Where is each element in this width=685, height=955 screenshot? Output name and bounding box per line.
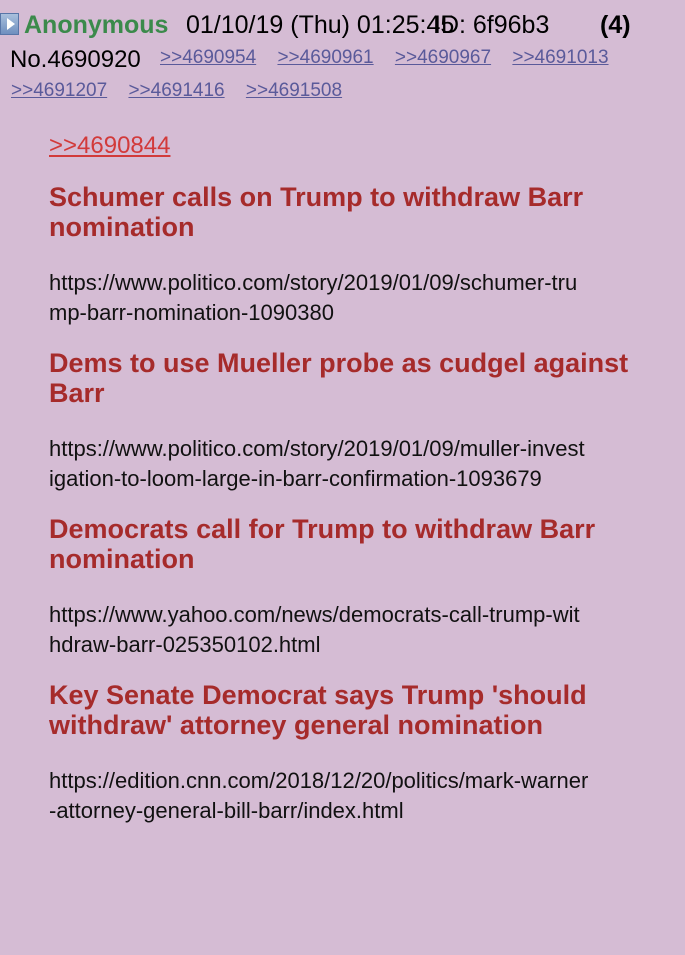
backlink[interactable]: >>4690961 [277,47,374,68]
post-date: 01/10/19 (Thu) 01:25:45 [186,11,455,39]
poster-name: Anonymous [24,11,169,39]
article-headline: Key Senate Democrat says Trump 'should withdraw' attorney general nomination [49,680,587,740]
article-url: https://www.politico.com/story/2019/01/09/muller-investigation-to-loom-large-in-barr-confirmation-1093679 [49,436,585,491]
post-header [0,6,685,46]
article-headline: Democrats call for Trump to withdraw Barr nomination [49,514,596,574]
backlink[interactable]: >>4691508 [245,80,343,101]
article-url: https://www.yahoo.com/news/democrats-call-trump-withdraw-barr-025350102.html [49,602,580,657]
backlink[interactable]: >>4690954 [160,47,257,68]
article-item [49,182,669,328]
post-body [49,132,669,846]
backlink[interactable]: >>4691207 [11,80,108,101]
article-url: https://www.politico.com/story/2019/01/09/schumer-trump-barr-nomination-1090380 [49,270,578,325]
post-number[interactable]: No.4690920 [10,46,141,73]
post-count: (4) [600,11,631,39]
article-headline: Schumer calls on Trump to withdraw Barr nomination [49,182,584,242]
backlinks-row [160,47,625,69]
hide-post-icon[interactable] [0,13,19,35]
article-item [49,348,669,494]
article-item [49,514,669,660]
poster-id[interactable]: ID: 6f96b3 [434,11,550,39]
article-url: https://edition.cnn.com/2018/12/20/politics/mark-warner-attorney-general-bill-barr/index.html [49,768,589,823]
backlink[interactable]: >>4691416 [128,80,225,101]
backlinks-row [11,80,358,102]
backlink[interactable]: >>4690967 [394,47,492,68]
quote-link[interactable]: >>4690844 [49,132,171,159]
article-headline: Dems to use Mueller probe as cudgel against Barr [49,348,629,408]
backlink[interactable]: >>4691013 [512,47,609,68]
article-item [49,680,669,826]
